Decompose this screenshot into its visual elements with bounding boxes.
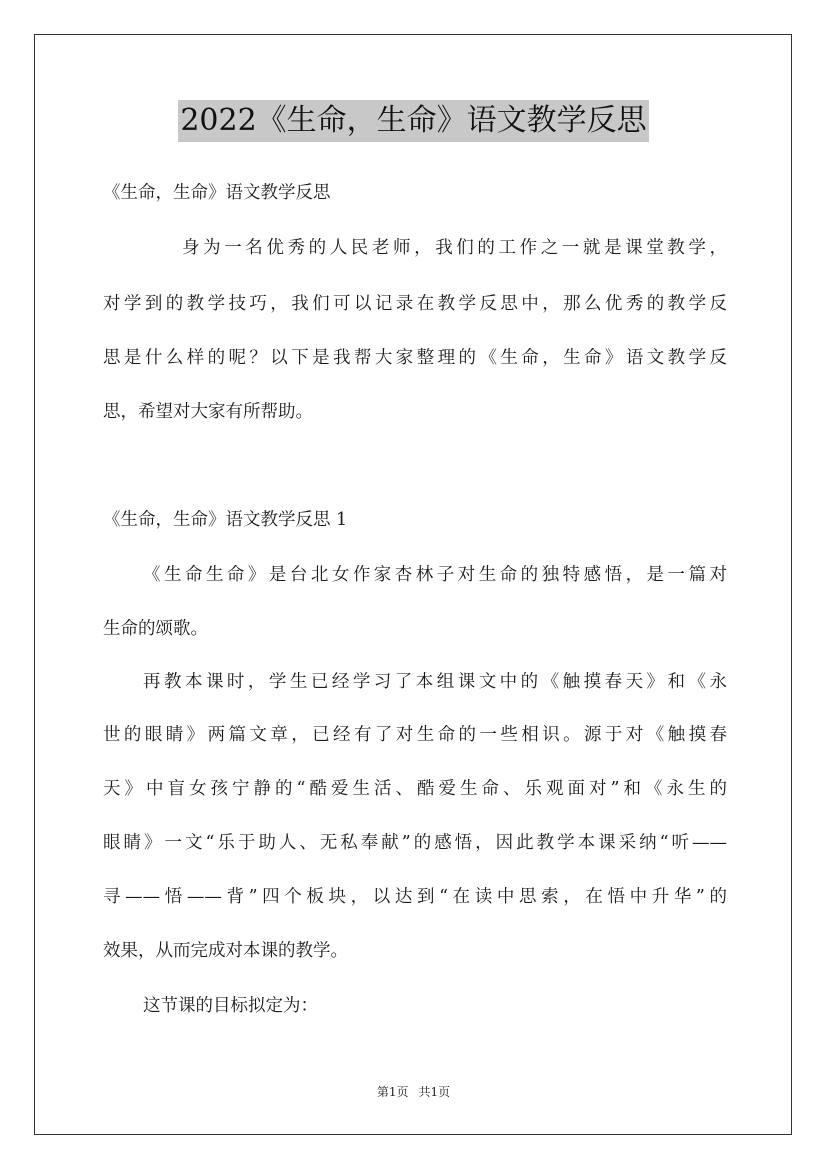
paragraph2-line-2: 世的眼睛》两篇文章，已经有了对生命的一些相识。源于对《触摸春 [103, 725, 727, 745]
intro-line-3: 思是什么样的呢？以下是我帮大家整理的《生命，生命》语文教学反 [103, 348, 727, 368]
intro-line-4: 思，希望对大家有所帮助。 [103, 402, 313, 422]
document-title: 2022《生命，生命》语文教学反思 [178, 100, 648, 142]
paragraph2-line-6: 效果，从而完成对本课的教学。 [103, 941, 348, 961]
page-total: 共1页 [418, 1085, 451, 1099]
paragraph2-line-1: 再教本课时，学生已经学习了本组课文中的《触摸春天》和《永 [143, 672, 727, 692]
subtitle: 《生命，生命》语文教学反思 [103, 183, 331, 203]
paragraph2-line-3: 天》中盲女孩宁静的“酷爱生活、酷爱生命、乐观面对”和《永生的 [103, 779, 727, 799]
paragraph2-line-4: 眼睛》一文“乐于助人、无私奉献”的感悟，因此教学本课采纳“听—— [103, 833, 727, 853]
paragraph1-line-1: 《生命生命》是台北女作家杏林子对生命的独特感悟，是一篇对 [143, 565, 727, 585]
paragraph1-line-2: 生命的颂歌。 [103, 619, 208, 639]
intro-line-2: 对学到的教学技巧，我们可以记录在教学反思中，那么优秀的教学反 [103, 294, 727, 314]
paragraph2-line-5: 寻——悟——背”四个板块，以达到“在读中思索，在悟中升华”的 [103, 887, 727, 907]
page-number: 第1页 [376, 1085, 409, 1099]
title-container [0, 100, 827, 142]
section-heading: 《生命，生命》语文教学反思 1 [103, 510, 348, 530]
intro-line-1: 身为一名优秀的人民老师，我们的工作之一就是课堂教学， [182, 238, 727, 258]
page-footer [0, 1084, 827, 1100]
paragraph3: 这节课的目标拟定为： [143, 996, 318, 1016]
